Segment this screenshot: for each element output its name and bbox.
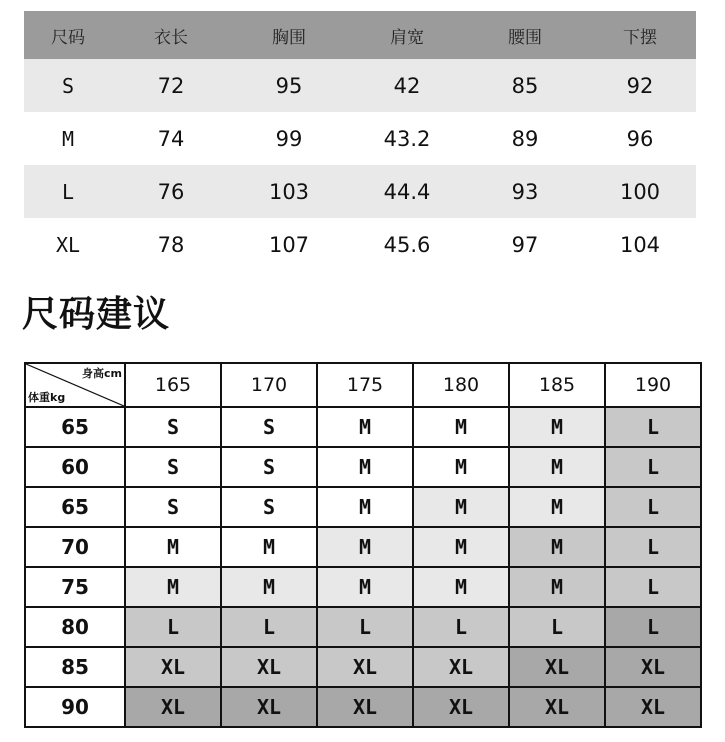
weight-row [25,407,701,447]
recommended-size-cell: XL [125,647,221,687]
header-length: 衣长 [154,27,188,48]
recommended-size-cell: M [125,567,221,607]
recommended-size-cell: M [317,447,413,487]
size-label: S [61,73,75,98]
measurement-header-row [24,11,696,59]
size-label: L [61,179,75,204]
header-size: 尺码 [51,27,85,48]
header-hem: 下摆 [623,27,657,48]
weight-row [25,487,701,527]
weight-label: 90 [25,687,125,727]
corner-height-label: 身高cm [82,367,122,380]
height-header: 170 [221,363,317,407]
recommended-size-cell: L [605,407,701,447]
recommended-size-cell: M [509,527,605,567]
measurement-value: 74 [157,126,185,151]
recommended-size-cell: S [125,407,221,447]
recommended-size-cell: XL [509,647,605,687]
measurement-row [24,165,696,218]
recommended-size-cell: XL [317,687,413,727]
recommended-size-cell: M [413,447,509,487]
header-chest: 胸围 [272,27,306,48]
measurement-value: 89 [511,126,539,151]
height-header: 165 [125,363,221,407]
recommended-size-cell: M [413,567,509,607]
recommended-size-cell: S [221,447,317,487]
measurement-value: 97 [511,232,539,257]
measurement-value: 45.6 [383,232,431,257]
measurement-table [24,11,696,271]
measurement-value: 107 [268,232,310,257]
weight-label: 75 [25,567,125,607]
recommended-size-cell: XL [221,687,317,727]
recommended-size-cell: M [509,447,605,487]
weight-row [25,647,701,687]
recommended-size-cell: M [125,527,221,567]
measurement-value: 96 [626,126,654,151]
weight-row [25,447,701,487]
height-header: 180 [413,363,509,407]
measurement-value: 92 [626,73,654,98]
measurement-value: 103 [268,179,310,204]
height-header-row [25,363,701,407]
recommended-size-cell: M [221,567,317,607]
corner-weight-label: 体重kg [28,391,66,404]
recommended-size-cell: M [413,527,509,567]
recommended-size-cell: M [317,407,413,447]
recommended-size-cell: M [317,567,413,607]
recommended-size-cell: L [125,607,221,647]
weight-label: 70 [25,527,125,567]
measurement-value: 95 [275,73,303,98]
recommended-size-cell: S [125,447,221,487]
recommended-size-cell: L [605,527,701,567]
measurement-value: 93 [511,179,539,204]
recommended-size-cell: M [509,487,605,527]
measurement-value: 78 [157,232,185,257]
recommended-size-cell: S [221,487,317,527]
corner-cell [25,363,125,407]
recommended-size-cell: L [605,487,701,527]
recommended-size-cell: L [605,607,701,647]
recommended-size-cell: M [413,487,509,527]
recommended-size-cell: L [221,607,317,647]
size-label: XL [55,232,81,257]
recommended-size-cell: XL [317,647,413,687]
measurement-value: 99 [275,126,303,151]
recommended-size-cell: L [413,607,509,647]
measurement-value: 104 [619,232,661,257]
measurement-row [24,112,696,165]
recommended-size-cell: L [509,607,605,647]
recommended-size-cell: XL [413,647,509,687]
recommended-size-cell: M [221,527,317,567]
recommended-size-cell: M [317,487,413,527]
header-waist: 腰围 [508,27,542,48]
measurement-value: 44.4 [383,179,431,204]
measurement-value: 76 [157,179,185,204]
recommended-size-cell: XL [221,647,317,687]
recommended-size-cell: XL [413,687,509,727]
recommended-size-cell: S [221,407,317,447]
measurement-value: 42 [393,73,421,98]
weight-label: 85 [25,647,125,687]
measurement-row [24,218,696,271]
weight-row [25,567,701,607]
weight-row [25,607,701,647]
weight-row [25,527,701,567]
height-header: 185 [509,363,605,407]
recommended-size-cell: XL [509,687,605,727]
recommended-size-cell: M [509,407,605,447]
size-label: M [61,126,75,151]
height-header: 190 [605,363,701,407]
recommended-size-cell: S [125,487,221,527]
weight-label: 60 [25,447,125,487]
recommended-size-cell: L [317,607,413,647]
recommended-size-cell: XL [125,687,221,727]
size-advice-title: 尺码建议 [22,294,171,335]
measurement-value: 85 [511,73,539,98]
header-shoulder: 肩宽 [390,27,424,48]
weight-label: 65 [25,487,125,527]
recommended-size-cell: L [605,447,701,487]
measurement-value: 100 [619,179,661,204]
recommended-size-cell: M [413,407,509,447]
recommended-size-cell: M [509,567,605,607]
recommended-size-cell: M [317,527,413,567]
measurement-value: 72 [157,73,185,98]
size-recommendation-table [24,362,702,728]
weight-label: 80 [25,607,125,647]
measurement-row [24,59,696,112]
weight-row [25,687,701,727]
recommended-size-cell: L [605,567,701,607]
height-header: 175 [317,363,413,407]
recommended-size-cell: XL [605,647,701,687]
weight-label: 65 [25,407,125,447]
recommended-size-cell: XL [605,687,701,727]
measurement-value: 43.2 [383,126,431,151]
